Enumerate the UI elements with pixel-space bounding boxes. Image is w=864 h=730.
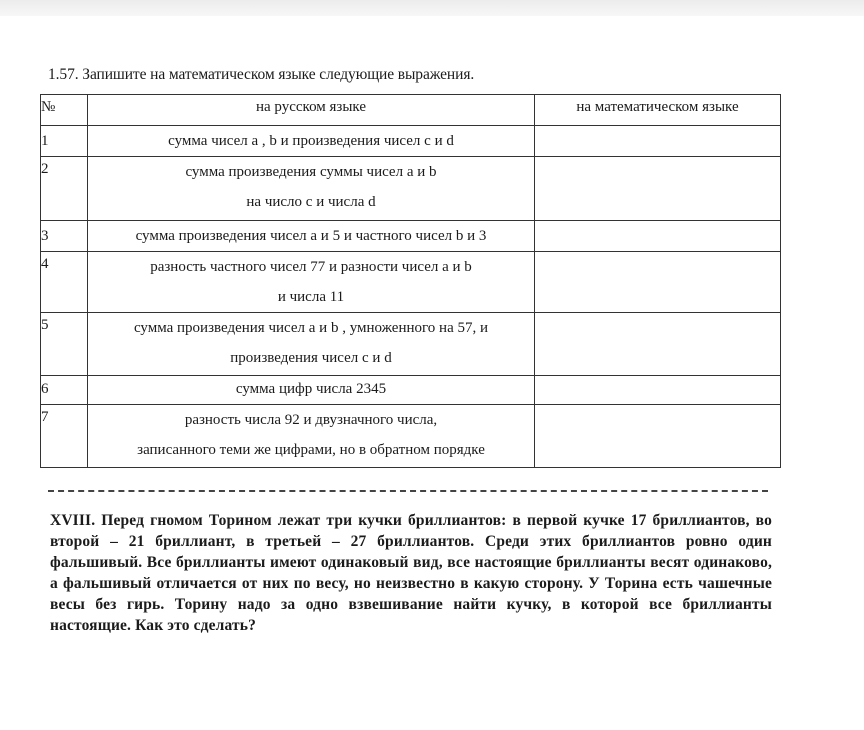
table-row: [41, 405, 781, 468]
row-text-line: произведения чисел c и d: [230, 350, 392, 366]
table-header-row: [41, 95, 781, 126]
row-math-answer-cell[interactable]: [535, 376, 781, 405]
row-text-line: сумма цифр числа 2345: [235, 381, 387, 397]
table-row: [41, 126, 781, 157]
row-number: 2: [41, 157, 88, 221]
exercise-heading: 1.57. Запишите на математическом языке следующие выражения.: [48, 66, 475, 83]
header-math: на математическом языке: [535, 95, 781, 126]
table-row: [41, 376, 781, 405]
row-number: 6: [41, 376, 88, 405]
row-text-line: разность частного чисел 77 и разности чисел a и b: [150, 259, 472, 275]
row-number: 1: [41, 126, 88, 157]
expressions-table: [40, 94, 781, 468]
row-russian-text: [88, 376, 535, 405]
row-number: 4: [41, 252, 88, 313]
header-russian: на русском языке: [88, 95, 535, 126]
row-number: 3: [41, 221, 88, 252]
row-russian-text: [88, 126, 535, 157]
row-number: 7: [41, 405, 88, 468]
header-number: №: [41, 95, 88, 126]
row-russian-text: [88, 221, 535, 252]
row-math-answer-cell[interactable]: [535, 313, 781, 376]
table-row: [41, 221, 781, 252]
row-russian-text: [88, 405, 535, 468]
row-math-answer-cell[interactable]: [535, 157, 781, 221]
row-text-line: записанного теми же цифрами, но в обратном порядке: [137, 442, 485, 458]
row-russian-text: [88, 157, 535, 221]
row-russian-text: [88, 252, 535, 313]
row-math-answer-cell[interactable]: [535, 252, 781, 313]
dashed-divider: [48, 490, 768, 492]
table-row: [41, 313, 781, 376]
row-russian-text: [88, 313, 535, 376]
row-math-answer-cell[interactable]: [535, 221, 781, 252]
top-band: [0, 0, 864, 16]
row-text-line: сумма произведения чисел a и b , умноженного на 57, и: [133, 320, 489, 336]
table-row: [41, 157, 781, 221]
problem-text: XVIII. Перед гномом Торином лежат три кучки бриллиантов: в первой кучке 17 бриллиантов, во второй – 21 бриллиант, в третьей – 27 бриллиантов. Среди этих бриллиантов ровно один фальшивый. Все бриллианты имеют одинаковый вид, все настоящие бриллианты весят одинаково, а фальшивый отличается от них по весу, но неизвестно в какую сторону. У Торина есть чашечные весы без гирь. Торину надо за одно взвешивание найти кучку, в которой все бриллианты настоящие. Как это сделать?: [50, 512, 772, 634]
row-text-line: сумма чисел a , b и произведения чисел c и d: [168, 133, 454, 149]
row-math-answer-cell[interactable]: [535, 405, 781, 468]
row-text-line: разность числа 92 и двузначного числа,: [184, 412, 438, 428]
row-text-line: сумма произведения чисел a и 5 и частного чисел b и 3: [135, 228, 487, 244]
row-text-line: на число c и числа d: [246, 194, 376, 210]
row-text-line: и числа 11: [277, 289, 345, 305]
row-math-answer-cell[interactable]: [535, 126, 781, 157]
row-text-line: сумма произведения суммы чисел a и b: [185, 164, 437, 180]
table-row: [41, 252, 781, 313]
row-number: 5: [41, 313, 88, 376]
